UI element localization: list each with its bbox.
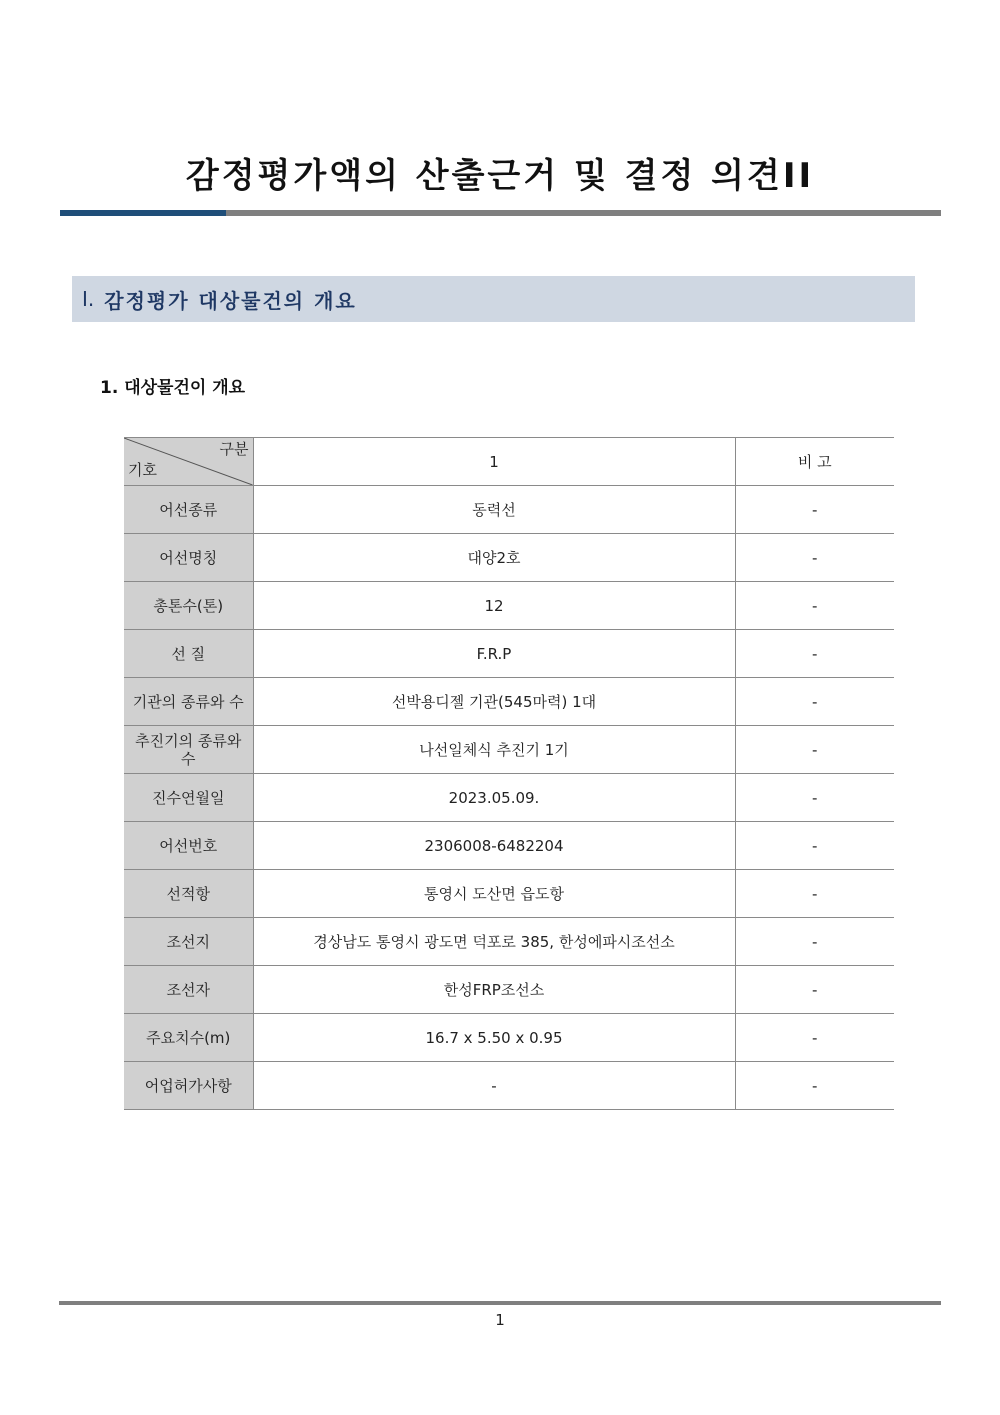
row-label-cell: 선 질 [124, 630, 253, 678]
table-row [124, 966, 894, 1014]
table-row [124, 582, 894, 630]
page-number: 1 [495, 1311, 505, 1329]
row-remarks-cell: - [735, 1014, 894, 1062]
row-value-cell: 16.7 x 5.50 x 0.95 [253, 1014, 735, 1062]
row-remarks-cell: - [735, 966, 894, 1014]
subsection-title: 1. 대상물건이 개요 [100, 378, 246, 398]
column-header-remarks: 비 고 [735, 438, 894, 486]
row-value-cell: 12 [253, 582, 735, 630]
table-row [124, 726, 894, 774]
row-remarks-cell: - [735, 918, 894, 966]
table-row [124, 486, 894, 534]
table-row [124, 1062, 894, 1110]
row-remarks-cell: - [735, 630, 894, 678]
table-row [124, 918, 894, 966]
row-value-cell: F.R.P [253, 630, 735, 678]
row-label-cell: 선적항 [124, 870, 253, 918]
row-remarks-cell: - [735, 870, 894, 918]
row-remarks-cell: - [735, 1062, 894, 1110]
table-row [124, 534, 894, 582]
footer-divider [59, 1301, 941, 1305]
table-row [124, 630, 894, 678]
row-label-cell: 기관의 종류와 수 [124, 678, 253, 726]
corner-header-category: 구분 [219, 440, 249, 458]
row-remarks-cell: - [735, 774, 894, 822]
row-label-cell: 어선명칭 [124, 534, 253, 582]
row-remarks-cell: - [735, 822, 894, 870]
table-row [124, 678, 894, 726]
row-label-cell: 조선지 [124, 918, 253, 966]
row-label-cell: 진수연월일 [124, 774, 253, 822]
row-value-cell: 경상남도 통영시 광도면 덕포로 385, 한성에파시조선소 [253, 918, 735, 966]
table-row [124, 870, 894, 918]
table-row [124, 1014, 894, 1062]
row-value-cell: 동력선 [253, 486, 735, 534]
row-remarks-cell: - [735, 678, 894, 726]
row-label-cell: 어선번호 [124, 822, 253, 870]
row-value-cell: 대양2호 [253, 534, 735, 582]
row-value-cell: 한성FRP조선소 [253, 966, 735, 1014]
row-label-cell: 어업허가사항 [124, 1062, 253, 1110]
row-label-cell: 주요치수(m) [124, 1014, 253, 1062]
corner-header-cell [124, 438, 253, 486]
title-divider-accent [60, 210, 226, 216]
row-remarks-cell: - [735, 486, 894, 534]
row-value-cell: 나선일체식 추진기 1기 [253, 726, 735, 774]
row-remarks-cell: - [735, 726, 894, 774]
row-value-cell: 2023.05.09. [253, 774, 735, 822]
row-value-cell: - [253, 1062, 735, 1110]
table-row [124, 774, 894, 822]
title-divider [60, 210, 941, 216]
row-value-cell: 선박용디젤 기관(545마력) 1대 [253, 678, 735, 726]
section-title: 감정평가 대상물건의 개요 [104, 288, 357, 313]
row-remarks-cell: - [735, 582, 894, 630]
row-label-cell: 조선자 [124, 966, 253, 1014]
corner-header-symbol: 기호 [128, 461, 157, 479]
row-remarks-cell: - [735, 534, 894, 582]
row-label-cell: 총톤수(톤) [124, 582, 253, 630]
row-value-cell: 통영시 도산면 읍도항 [253, 870, 735, 918]
table-header-row [124, 438, 894, 486]
table-row [124, 822, 894, 870]
row-label-cell: 추진기의 종류와 수 [124, 726, 253, 774]
document-title: 감정평가액의 산출근거 및 결정 의견II [185, 156, 815, 196]
column-header-1: 1 [253, 438, 735, 486]
section-number: I. [82, 287, 95, 311]
section-heading [72, 276, 915, 322]
vessel-overview-table [124, 437, 894, 1110]
row-label-cell: 어선종류 [124, 486, 253, 534]
row-value-cell: 2306008-6482204 [253, 822, 735, 870]
